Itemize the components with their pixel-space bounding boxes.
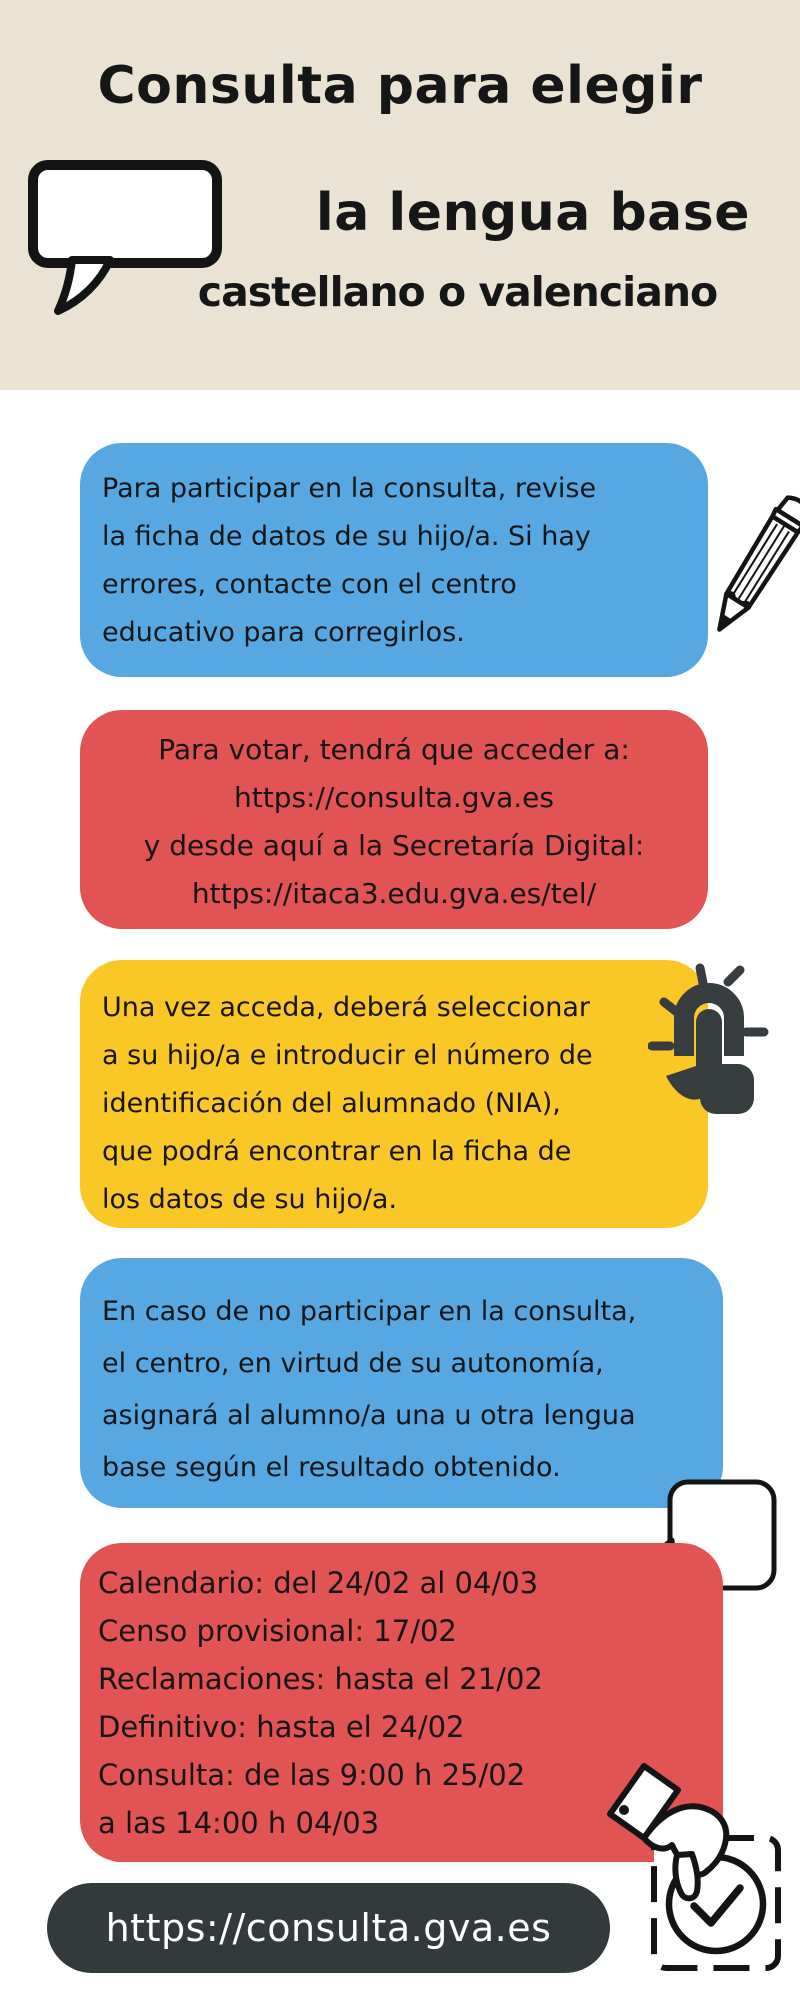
card-url-line: https://itaca3.edu.gva.es/tel/ xyxy=(191,877,597,910)
ballot-hand-icon xyxy=(604,1748,786,1976)
info-card-participate xyxy=(80,443,708,677)
info-card-vote-access xyxy=(80,710,708,929)
pencil-icon xyxy=(708,486,800,656)
card-text-line: a su hijo/a e introducir el número de xyxy=(102,1040,593,1071)
card-text-line: identificación del alumnado (NIA), xyxy=(102,1088,561,1119)
card-text-line: a las 14:00 h 04/03 xyxy=(98,1806,380,1840)
card-text-line: errores, contacte con el centro xyxy=(102,569,517,600)
info-card-no-participation xyxy=(80,1258,723,1508)
card-text-line: educativo para corregirlos. xyxy=(102,617,465,648)
card-text-line: Calendario: del 24/02 al 04/03 xyxy=(98,1566,539,1600)
card-text-line: Reclamaciones: hasta el 21/02 xyxy=(98,1662,543,1696)
page-subtitle: castellano o valenciano xyxy=(197,268,718,316)
card-url-line: https://consulta.gva.es xyxy=(233,781,554,814)
card-text-line: la ficha de datos de su hijo/a. Si hay xyxy=(102,521,591,552)
page-title-line2: la lengua base xyxy=(315,183,750,243)
card-text-line: Definitivo: hasta el 24/02 xyxy=(98,1710,465,1744)
header xyxy=(0,0,800,390)
card-text-line: Una vez acceda, deberá seleccionar xyxy=(102,992,591,1023)
card-text-line: base según el resultado obtenido. xyxy=(102,1452,561,1483)
card-text-line: que podrá encontrar en la ficha de xyxy=(102,1136,572,1167)
card-text-line: asignará al alumno/a una u otra lengua xyxy=(102,1400,636,1431)
consulta-url-pill[interactable] xyxy=(47,1883,610,1973)
consulta-url-label: https://consulta.gva.es xyxy=(105,1906,552,1950)
card-text-line: el centro, en virtud de su autonomía, xyxy=(102,1348,604,1379)
info-card-nia xyxy=(80,960,708,1228)
card-text-line: Censo provisional: 17/02 xyxy=(98,1614,457,1648)
card-text-line: los datos de su hijo/a. xyxy=(102,1184,398,1215)
card-text-line: Consulta: de las 9:00 h 25/02 xyxy=(98,1758,526,1792)
tap-finger-icon xyxy=(648,958,770,1120)
card-text-line: En caso de no participar en la consulta, xyxy=(102,1296,637,1327)
card-text-line: y desde aquí a la Secretaría Digital: xyxy=(143,829,645,862)
card-text-line: Para participar en la consulta, revise xyxy=(102,473,597,504)
page-title-line1: Consulta para elegir xyxy=(97,56,703,116)
card-text-line: Para votar, tendrá que acceder a: xyxy=(158,733,630,766)
